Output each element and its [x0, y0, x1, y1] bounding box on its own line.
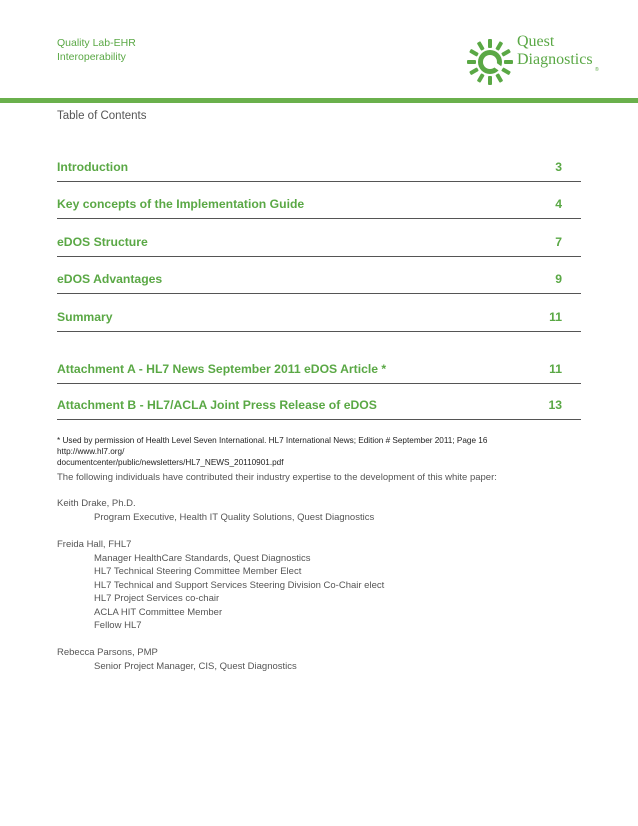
contributor-role: Program Executive, Health IT Quality Solutions, Quest Diagnostics [94, 511, 375, 523]
toc-label: eDOS Structure [57, 235, 148, 249]
toc-page: 3 [555, 160, 562, 174]
contributors-intro: The following individuals have contributed their industry expertise to the development of this white paper: [57, 472, 497, 483]
toc-row-summary[interactable] [57, 309, 581, 332]
toc-row-edos-advantages[interactable] [57, 271, 581, 294]
contributor-name: Rebecca Parsons, PMP [57, 647, 158, 658]
contributor-role: ACLA HIT Committee Member [94, 606, 223, 618]
toc-page: 9 [555, 272, 562, 286]
toc-label: Attachment A - HL7 News September 2011 eDOS Article * [57, 362, 387, 376]
contributor-role: Manager HealthCare Standards, Quest Diagnostics [94, 552, 311, 564]
logo-text-diagnostics: Diagnostics [517, 51, 593, 68]
toc-page: 13 [548, 398, 562, 412]
header-line-1: Quality Lab-EHR [57, 37, 136, 49]
logo-text-quest: Quest [517, 33, 555, 50]
footnote-line-1: * Used by permission of Health Level Seven International. HL7 International News; Edition # September 2011; Page 16 http://www.hl7.org/ [57, 436, 488, 456]
toc-title: Table of Contents [57, 110, 147, 122]
toc-page: 11 [549, 362, 562, 376]
contributor-name: Freida Hall, FHL7 [57, 539, 132, 550]
footnote [57, 435, 557, 468]
toc-row-attachment-a[interactable] [57, 361, 581, 384]
toc-row-edos-structure[interactable] [57, 234, 581, 257]
contributor-role: HL7 Technical Steering Committee Member Elect [94, 566, 302, 577]
contributor-role: HL7 Technical and Support Services Steering Division Co-Chair elect [94, 579, 385, 591]
contributor-role: Senior Project Manager, CIS, Quest Diagnostics [94, 660, 297, 672]
toc-page: 4 [555, 197, 562, 211]
contributor-rebecca-parsons [57, 646, 297, 673]
toc-row-attachment-b[interactable] [57, 397, 581, 420]
contributor-role: Fellow HL7 [94, 620, 142, 631]
toc-label: Key concepts of the Implementation Guide [57, 197, 305, 211]
toc-page: 7 [555, 235, 562, 249]
toc-row-key-concepts[interactable] [57, 196, 581, 219]
header-line-2: Interoperability [57, 51, 126, 63]
toc-label: Introduction [57, 160, 129, 174]
toc-row-introduction[interactable] [57, 159, 581, 182]
contributor-freida-hall [57, 538, 384, 633]
header-divider-bar [0, 98, 638, 103]
toc-label: Attachment B - HL7/ACLA Joint Press Release of eDOS [57, 398, 377, 412]
contributor-name: Keith Drake, Ph.D. [57, 498, 136, 509]
contributor-keith-drake [57, 497, 374, 524]
footnote-line-2: documentcenter/public/newsletters/HL7_NEWS_20110901.pdf [57, 458, 284, 467]
toc-label: Summary [57, 310, 113, 324]
contributor-role: HL7 Project Services co-chair [94, 593, 220, 604]
toc-label: eDOS Advantages [57, 272, 163, 286]
toc-page: 11 [549, 310, 562, 324]
logo-registered-mark: ® [595, 67, 599, 73]
